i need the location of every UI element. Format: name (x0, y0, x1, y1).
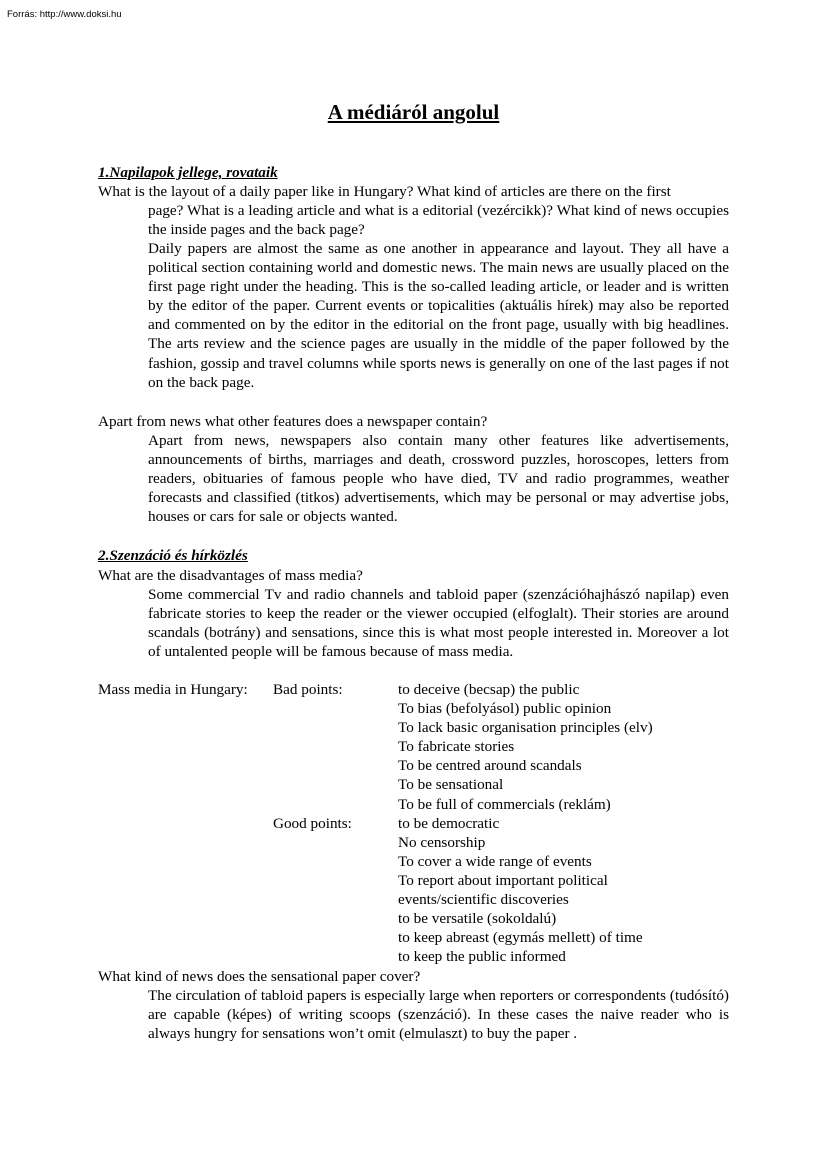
source-url: Forrás: http://www.doksi.hu (7, 9, 122, 20)
mass-media-points-list (98, 680, 729, 966)
good-point-item: to be versatile (sokoldalú) (398, 910, 557, 928)
good-point-item: to keep abreast (egymás mellett) of time (398, 929, 643, 947)
section-2-answer-1: Some commercial Tv and radio channels and tabloid paper (szenzációhajhászó napilap) even fabricate stories to keep the reader or the viewer occupied (elfoglalt). Their stories are around scandals (botrány) and sensations, since this is what most people interested in. Moreover a lot of untalented people will be famous because of mass media. (148, 586, 729, 661)
good-point-item: events/scientific discoveries (398, 891, 569, 909)
bad-point-item: To be centred around scandals (398, 757, 582, 775)
page-title: A médiáról angolul (327, 100, 500, 124)
section-1-heading: 1.Napilapok jellege, rovataik (98, 164, 278, 181)
section-2-heading: 2.Szenzáció és hírközlés (98, 547, 248, 564)
bad-point-item: to deceive (becsap) the public (398, 681, 580, 698)
section-1-question-1-first-line: What is the layout of a daily paper like in Hungary? What kind of articles are there on the first (98, 183, 671, 200)
section-1-question-1-continued: page? What is a leading article and what is a editorial (vezércikk)? What kind of news occupies the inside pages and the back page? (148, 202, 729, 239)
bad-points-label: Bad points: (273, 681, 343, 698)
good-point-item: No censorship (398, 833, 486, 851)
mass-media-label: Mass media in Hungary: (98, 681, 248, 698)
section-2-answer-2: The circulation of tabloid papers is especially large when reporters or correspondents (tudósító) are capable (képes) of writing scoops (szenzáció). In these cases the naive reader who is always hungry for sensations won’t omit (elmulaszt) to buy the paper . (148, 987, 729, 1043)
good-points-label: Good points: (273, 814, 352, 832)
good-point-item: To report about important political (398, 871, 608, 889)
bad-point-item: To be full of commercials (reklám) (398, 795, 611, 813)
good-point-item: to keep the public informed (398, 948, 566, 966)
good-point-item: To cover a wide range of events (398, 852, 592, 870)
bad-point-item: To fabricate stories (398, 738, 515, 756)
bad-point-item: To bias (befolyásol) public opinion (398, 700, 612, 718)
section-1-answer-1: Daily papers are almost the same as one another in appearance and layout. They all have a political section containing world and domestic news. The main news are usually placed on the first page right under the heading. This is the so-called leading article, or leader and is written by the editor of the paper. Current events or topicalities (aktuális hírek) may also be reported and commented on by the editor in the editorial on the front page, usually with big headlines. The arts review and the science pages are usually in the middle of the paper followed by the fashion, gossip and travel columns while sports news is generally on one of the last pages if not on the back page. (148, 240, 729, 391)
good-point-item: to be democratic (398, 814, 500, 832)
bad-point-item: To be sensational (398, 776, 504, 794)
section-1-question-2: Apart from news what other features does a newspaper contain? (98, 413, 488, 430)
section-2-question-2: What kind of news does the sensational paper cover? (98, 968, 421, 985)
section-2-question-1: What are the disadvantages of mass media? (98, 567, 363, 584)
section-1-answer-2: Apart from news, newspapers also contain many other features like advertisements, announcements of births, marriages and death, crossword puzzles, horoscopes, letters from readers, obituaries of famous people who have died, TV and radio programmes, weather forecasts and classified (titkos) advertisements, which may be personal or may advertise jobs, houses or cars for sale or objects wanted. (148, 432, 729, 526)
bad-point-item: To lack basic organisation principles (elv) (398, 719, 653, 737)
